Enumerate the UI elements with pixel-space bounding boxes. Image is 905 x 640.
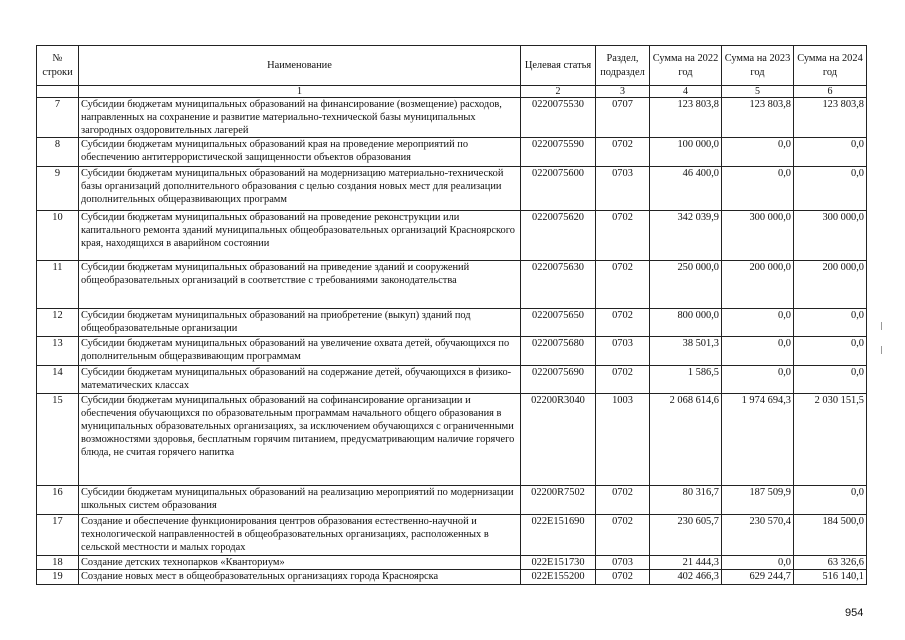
row-name: Субсидии бюджетам муниципальных образований на модернизацию материально-технической базы организаций дополнительного образования с целью создания новых мест для реализации дополнительных общеразвивающих программ — [79, 167, 521, 211]
row-name: Субсидии бюджетам муниципальных образований на приобретение (выкуп) зданий под общеобразовательные организации — [79, 309, 521, 337]
row-sum-2022: 402 466,3 — [650, 570, 722, 585]
row-section: 0702 — [596, 261, 650, 309]
row-sum-2024: 516 140,1 — [794, 570, 867, 585]
row-sum-2024: 2 030 151,5 — [794, 394, 867, 486]
row-section: 0703 — [596, 556, 650, 570]
header-name: Наименование — [79, 46, 521, 86]
row-sum-2022: 21 444,3 — [650, 556, 722, 570]
scan-artifact-line — [881, 322, 882, 330]
table-header — [37, 46, 867, 98]
row-target-article: 0220075620 — [521, 211, 596, 261]
row-section: 0702 — [596, 138, 650, 167]
row-number: 13 — [37, 337, 79, 366]
header-sum-2022: Сумма на 2022 год — [650, 46, 722, 86]
row-number: 12 — [37, 309, 79, 337]
row-target-article: 0220075690 — [521, 366, 596, 394]
row-sum-2023: 0,0 — [722, 167, 794, 211]
table-row — [37, 486, 867, 515]
row-sum-2024: 184 500,0 — [794, 515, 867, 556]
row-sum-2023: 230 570,4 — [722, 515, 794, 556]
document-sheet — [36, 45, 867, 585]
table-row — [37, 394, 867, 486]
row-number: 11 — [37, 261, 79, 309]
header-sum-2023: Сумма на 2023 год — [722, 46, 794, 86]
table-row — [37, 515, 867, 556]
table-row — [37, 211, 867, 261]
table-row — [37, 138, 867, 167]
row-target-article: 022E151730 — [521, 556, 596, 570]
header-row-number: № строки — [37, 46, 79, 86]
row-name: Создание детских технопарков «Кванториум» — [79, 556, 521, 570]
row-section: 0702 — [596, 366, 650, 394]
row-target-article: 0220075630 — [521, 261, 596, 309]
row-sum-2023: 200 000,0 — [722, 261, 794, 309]
row-sum-2023: 187 509,9 — [722, 486, 794, 515]
row-number: 14 — [37, 366, 79, 394]
header-section: Раздел, подраздел — [596, 46, 650, 86]
row-sum-2024: 123 803,8 — [794, 98, 867, 138]
table-body — [37, 98, 867, 585]
column-index-cell: 5 — [722, 86, 794, 98]
row-number: 8 — [37, 138, 79, 167]
row-target-article: 0220075600 — [521, 167, 596, 211]
row-number: 17 — [37, 515, 79, 556]
row-sum-2023: 123 803,8 — [722, 98, 794, 138]
row-target-article: 022E151690 — [521, 515, 596, 556]
row-number: 16 — [37, 486, 79, 515]
row-sum-2023: 0,0 — [722, 366, 794, 394]
table-row — [37, 570, 867, 585]
row-section: 0707 — [596, 98, 650, 138]
row-target-article: 0220075680 — [521, 337, 596, 366]
table-row — [37, 167, 867, 211]
row-sum-2022: 80 316,7 — [650, 486, 722, 515]
row-name: Субсидии бюджетам муниципальных образований на реализацию мероприятий по модернизации школьных систем образования — [79, 486, 521, 515]
row-sum-2023: 0,0 — [722, 309, 794, 337]
row-sum-2024: 0,0 — [794, 138, 867, 167]
row-section: 0702 — [596, 309, 650, 337]
scan-artifact-line — [881, 346, 882, 354]
row-section: 0702 — [596, 570, 650, 585]
row-sum-2024: 300 000,0 — [794, 211, 867, 261]
row-name: Субсидии бюджетам муниципальных образований на приведение зданий и сооружений общеобразовательных организаций в соответствие с требованиями законодательства — [79, 261, 521, 309]
row-sum-2024: 0,0 — [794, 167, 867, 211]
header-sum-2024: Сумма на 2024 год — [794, 46, 867, 86]
row-number: 7 — [37, 98, 79, 138]
table-row — [37, 366, 867, 394]
row-number: 15 — [37, 394, 79, 486]
row-sum-2022: 38 501,3 — [650, 337, 722, 366]
row-section: 1003 — [596, 394, 650, 486]
row-sum-2022: 123 803,8 — [650, 98, 722, 138]
row-section: 0702 — [596, 486, 650, 515]
row-number: 18 — [37, 556, 79, 570]
row-name: Создание и обеспечение функционирования центров образования естественно-научной и технологической направленностей в общеобразовательных организациях, расположенных в сельской местности и малых городах — [79, 515, 521, 556]
row-section: 0702 — [596, 211, 650, 261]
row-target-article: 0220075650 — [521, 309, 596, 337]
table-row — [37, 98, 867, 138]
row-section: 0702 — [596, 515, 650, 556]
row-sum-2022: 800 000,0 — [650, 309, 722, 337]
row-sum-2024: 0,0 — [794, 309, 867, 337]
row-sum-2023: 0,0 — [722, 138, 794, 167]
row-number: 9 — [37, 167, 79, 211]
row-name: Субсидии бюджетам муниципальных образований края на проведение мероприятий по обеспечению антитеррористической защищенности объектов образования — [79, 138, 521, 167]
row-sum-2022: 230 605,7 — [650, 515, 722, 556]
column-index-cell: 6 — [794, 86, 867, 98]
row-sum-2022: 1 586,5 — [650, 366, 722, 394]
budget-table — [36, 45, 867, 585]
row-sum-2024: 200 000,0 — [794, 261, 867, 309]
column-index-cell: 3 — [596, 86, 650, 98]
row-sum-2023: 629 244,7 — [722, 570, 794, 585]
row-sum-2023: 0,0 — [722, 337, 794, 366]
row-sum-2024: 0,0 — [794, 337, 867, 366]
row-name: Субсидии бюджетам муниципальных образований на финансирование (возмещение) расходов, направленных на сохранение и развитие материально-технической базы муниципальных загородных оздоровительных лагерей — [79, 98, 521, 138]
row-sum-2024: 63 326,6 — [794, 556, 867, 570]
page-number: 954 — [845, 607, 864, 619]
column-index-cell: 1 — [79, 86, 521, 98]
row-target-article: 02200R3040 — [521, 394, 596, 486]
row-number: 10 — [37, 211, 79, 261]
row-sum-2022: 250 000,0 — [650, 261, 722, 309]
row-sum-2022: 342 039,9 — [650, 211, 722, 261]
row-section: 0703 — [596, 337, 650, 366]
table-row — [37, 556, 867, 570]
row-name: Субсидии бюджетам муниципальных образований на проведение реконструкции или капитального ремонта зданий муниципальных общеобразовательных организаций Красноярского края, находящихся в аварийном состоянии — [79, 211, 521, 261]
row-section: 0703 — [596, 167, 650, 211]
row-sum-2023: 300 000,0 — [722, 211, 794, 261]
row-sum-2023: 0,0 — [722, 556, 794, 570]
column-index-cell: 4 — [650, 86, 722, 98]
row-sum-2024: 0,0 — [794, 366, 867, 394]
row-target-article: 0220075590 — [521, 138, 596, 167]
row-target-article: 0220075530 — [521, 98, 596, 138]
table-row — [37, 261, 867, 309]
row-name: Субсидии бюджетам муниципальных образований на содержание детей, обучающихся в физико-математических классах — [79, 366, 521, 394]
row-target-article: 022E155200 — [521, 570, 596, 585]
column-index-empty — [37, 86, 79, 98]
row-target-article: 02200R7502 — [521, 486, 596, 515]
row-name: Субсидии бюджетам муниципальных образований на софинансирование организации и обеспечения обучающихся по образовательным программам начального общего образования в муниципальных образовательных организациях, за исключением обучающихся с ограниченными возможностями здоровья, бесплатным горячим питанием, предусматривающим наличие горячего блюда, не считая горячего напитка — [79, 394, 521, 486]
column-index-row — [37, 86, 867, 98]
row-sum-2022: 46 400,0 — [650, 167, 722, 211]
column-index-cell: 2 — [521, 86, 596, 98]
row-sum-2024: 0,0 — [794, 486, 867, 515]
table-row — [37, 309, 867, 337]
row-sum-2023: 1 974 694,3 — [722, 394, 794, 486]
row-sum-2022: 2 068 614,6 — [650, 394, 722, 486]
table-row — [37, 337, 867, 366]
row-number: 19 — [37, 570, 79, 585]
header-target-article: Целевая статья — [521, 46, 596, 86]
row-sum-2022: 100 000,0 — [650, 138, 722, 167]
row-name: Создание новых мест в общеобразовательных организациях города Красноярска — [79, 570, 521, 585]
row-name: Субсидии бюджетам муниципальных образований на увеличение охвата детей, обучающихся по дополнительным общеразвивающим программам — [79, 337, 521, 366]
